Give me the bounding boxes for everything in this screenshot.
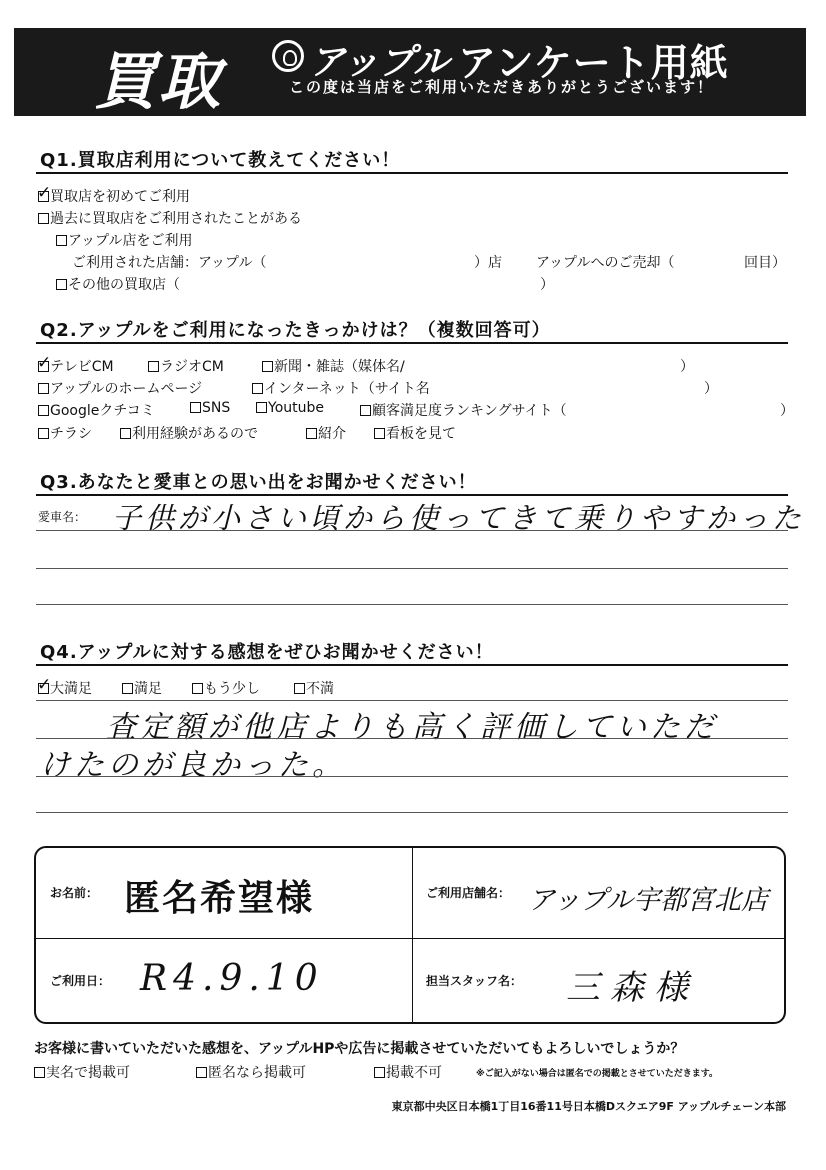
q1-rule — [36, 172, 788, 174]
checkbox-icon[interactable] — [56, 235, 67, 246]
date-value[interactable]: R4.9.10 — [140, 958, 324, 999]
name-label: お名前： — [50, 886, 99, 900]
q4-option-almost[interactable] — [192, 678, 260, 698]
q4-rule — [36, 664, 788, 666]
q2-option-homepage[interactable] — [38, 378, 202, 398]
apple-logo-icon — [272, 40, 304, 72]
q1-option-first[interactable] — [38, 186, 190, 206]
q2-option-flyer[interactable] — [38, 423, 92, 443]
publish-option-real[interactable] — [34, 1062, 130, 1082]
q4-option-satisfied-label: 満足 — [134, 681, 162, 697]
q2-option-sns[interactable] — [190, 400, 230, 416]
checkbox-icon[interactable] — [196, 1067, 207, 1078]
q4-option-very-satisfied-label: 大満足 — [50, 681, 92, 697]
q2-paper-close: ） — [680, 359, 694, 375]
checkbox-icon[interactable] — [374, 1067, 385, 1078]
checkbox-icon[interactable] — [38, 213, 49, 224]
q1-option-past-label: 過去に買取店をご利用されたことがある — [50, 211, 302, 227]
q2-option-signboard-label: 看板を見て — [386, 426, 456, 442]
q2-option-experience[interactable] — [120, 423, 258, 443]
checkbox-icon[interactable] — [38, 428, 49, 439]
hq-address: 東京都中央区日本橋1丁目16番11号日本橋Dスクエア9F アップルチェーン本部 — [391, 1100, 786, 1113]
checkbox-checked-icon[interactable] — [38, 191, 49, 202]
brand-name: アップル — [309, 42, 450, 83]
q4-option-almost-label: もう少し — [204, 681, 260, 697]
q2-option-tv-label: テレビCM — [50, 359, 114, 375]
q1-option-other-label: その他の買取店（ — [68, 277, 180, 293]
q4-line-1 — [36, 700, 788, 701]
publish-option-anon-label: 匿名なら掲載可 — [208, 1065, 306, 1081]
publish-option-real-label: 実名で掲載可 — [46, 1065, 130, 1081]
header-banner — [14, 28, 806, 116]
checkbox-icon[interactable] — [38, 383, 49, 394]
q4-option-satisfied[interactable] — [122, 678, 162, 698]
q1-option-apple[interactable] — [56, 230, 192, 250]
q1-visits-label: アップルへのご売却（ — [536, 255, 675, 271]
q2-option-internet-label: インターネット（サイト名 — [264, 381, 430, 397]
q2-option-experience-label: 利用経験があるので — [132, 426, 258, 442]
q2-option-internet[interactable] — [252, 378, 430, 398]
checkbox-icon[interactable] — [190, 402, 201, 413]
store-value[interactable]: アップル宇都宮北店 — [528, 885, 769, 916]
q2-option-referral[interactable] — [306, 423, 346, 443]
checkbox-icon[interactable] — [262, 361, 273, 372]
checkbox-icon[interactable] — [56, 279, 67, 290]
publish-option-anon[interactable] — [196, 1062, 306, 1082]
q2-option-youtube-label: Youtube — [268, 400, 324, 416]
q2-option-signboard[interactable] — [374, 423, 456, 443]
q4-line-4 — [36, 812, 788, 813]
publish-option-no-label: 掲載不可 — [386, 1065, 442, 1081]
q2-internet-close: ） — [704, 381, 718, 397]
q2-option-google-label: Googleクチコミ — [50, 403, 155, 419]
q1-option-apple-label: アップル店をご利用 — [68, 233, 193, 249]
publish-question: お客様に書いていただいた感想を、アップルHPや広告に掲載させていただいてもよろしいでしょうか？ — [34, 1041, 685, 1057]
staff-label: 担当スタッフ名： — [426, 974, 523, 988]
q1-other-close: ） — [540, 277, 554, 293]
checkbox-icon[interactable] — [256, 402, 267, 413]
q3-title: Q3.あなたと愛車との思い出をお聞かせください！ — [40, 472, 477, 493]
q1-option-other[interactable] — [56, 274, 180, 294]
q3-line-1 — [36, 530, 788, 531]
publish-note: ※ご記入がない場合は匿名での掲載とさせていただきます。 — [476, 1069, 719, 1079]
q4-answer-line-1[interactable]: 査定額が他店よりも高く評価していただ — [106, 710, 718, 745]
q1-visits-suffix: 回目） — [744, 255, 786, 271]
q4-line-3 — [36, 776, 788, 777]
checkbox-icon[interactable] — [360, 405, 371, 416]
q2-option-referral-label: 紹介 — [318, 426, 346, 442]
q2-option-ranking-label: 顧客満足度ランキングサイト（ — [372, 403, 567, 419]
q2-option-google[interactable] — [38, 400, 155, 420]
store-label: ご利用店舗名： — [426, 886, 511, 900]
customer-info-box — [34, 846, 786, 1024]
checkbox-icon[interactable] — [306, 428, 317, 439]
checkbox-icon[interactable] — [34, 1067, 45, 1078]
car-name-label: 愛車名： — [38, 510, 87, 524]
checkbox-icon[interactable] — [192, 683, 203, 694]
q3-answer[interactable]: 子供が小さい頃から使ってきて乗りやすかった — [112, 501, 806, 535]
date-label: ご利用日： — [50, 974, 111, 988]
q2-option-sns-label: SNS — [202, 400, 231, 416]
q2-option-ranking[interactable] — [360, 400, 567, 420]
q1-title: Q1.買取店利用について教えてください！ — [40, 150, 401, 171]
checkbox-icon[interactable] — [148, 361, 159, 372]
checkbox-icon[interactable] — [122, 683, 133, 694]
q2-option-flyer-label: チラシ — [50, 426, 92, 442]
q1-store-suffix: ）店 — [474, 255, 502, 271]
q4-option-dissatisfied-label: 不満 — [306, 681, 334, 697]
q2-option-paper-label: 新聞・雑誌（媒体名/ — [274, 359, 405, 375]
checkbox-checked-icon[interactable] — [38, 683, 49, 694]
q1-option-past[interactable] — [38, 208, 302, 228]
q2-rule — [36, 342, 788, 344]
checkbox-icon[interactable] — [374, 428, 385, 439]
thanks-message: この度は当店をご利用いただきありがとうございます！ — [289, 78, 715, 96]
q1-store-label: ご利用された店舗：アップル（ — [72, 255, 267, 271]
info-divider-vertical — [412, 848, 413, 1022]
checkbox-icon[interactable] — [38, 405, 49, 416]
name-value[interactable]: 匿名希望様 — [124, 878, 315, 919]
survey-title: アンケート用紙 — [458, 41, 729, 85]
checkbox-icon[interactable] — [120, 428, 131, 439]
q4-answer-line-2[interactable]: けたのが良かった。 — [40, 748, 346, 783]
q4-title: Q4.アップルに対する感想をぜひお聞かせください！ — [40, 642, 494, 663]
checkbox-icon[interactable] — [294, 683, 305, 694]
kaitori-logo: 買取 — [94, 45, 223, 118]
checkbox-checked-icon[interactable] — [38, 361, 49, 372]
q2-option-homepage-label: アップルのホームページ — [50, 381, 203, 397]
publish-option-no[interactable] — [374, 1062, 442, 1082]
q2-option-radio-label: ラジオCM — [160, 359, 224, 375]
q2-option-paper[interactable] — [262, 356, 405, 376]
q2-option-youtube[interactable] — [256, 400, 324, 416]
q4-option-dissatisfied[interactable] — [294, 678, 334, 698]
staff-value[interactable]: 三森様 — [566, 968, 698, 1008]
checkbox-icon[interactable] — [252, 383, 263, 394]
q3-line-3 — [36, 604, 788, 605]
q2-ranking-close: ） — [780, 403, 794, 419]
q1-option-first-label: 買取店を初めてご利用 — [50, 189, 190, 205]
info-divider-horizontal — [36, 938, 784, 939]
q2-option-radio[interactable] — [148, 356, 224, 376]
q2-option-tv[interactable] — [38, 356, 114, 376]
q4-line-2 — [36, 738, 788, 739]
q3-line-2 — [36, 568, 788, 569]
q2-title: Q2.アップルをご利用になったきっかけは？（複数回答可） — [40, 320, 551, 341]
q4-option-very-satisfied[interactable] — [38, 678, 92, 698]
